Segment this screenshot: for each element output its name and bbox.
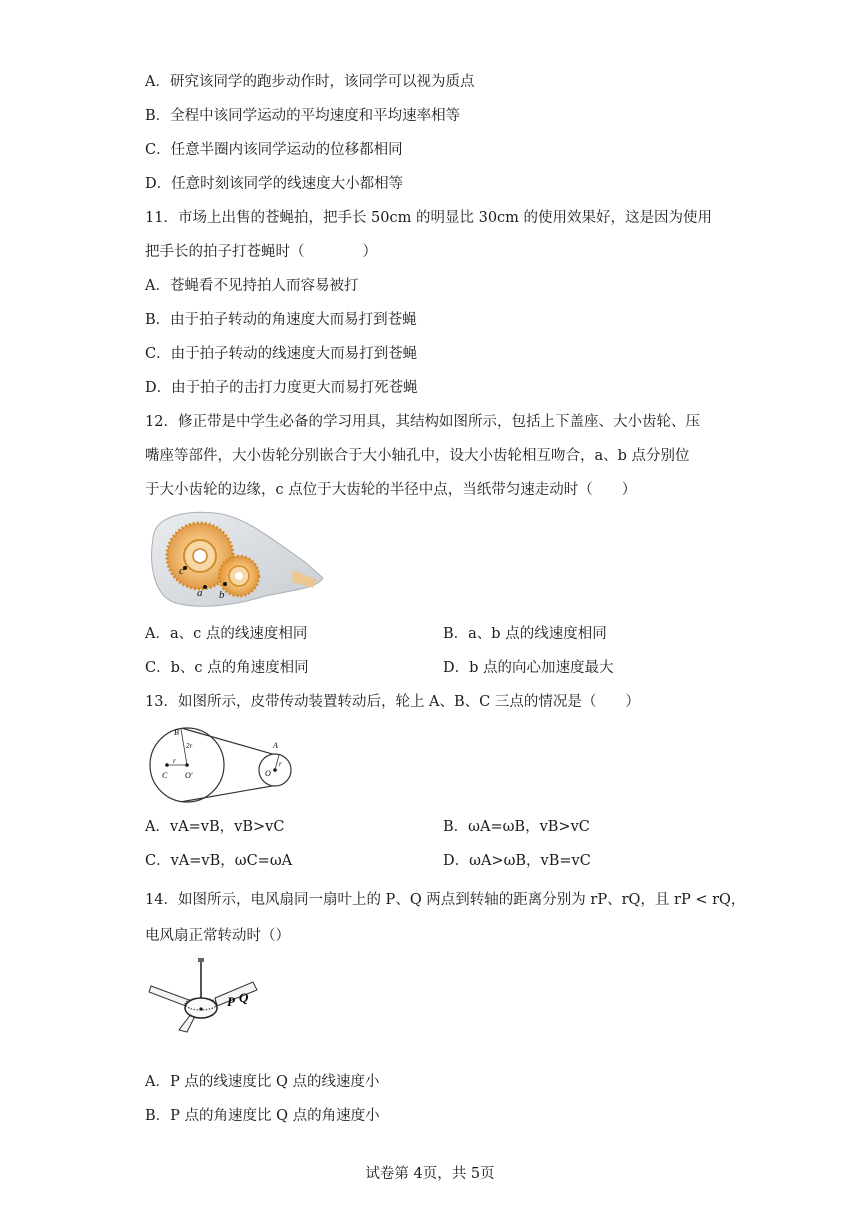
label-a: a bbox=[197, 587, 203, 599]
label-O: O bbox=[265, 769, 271, 778]
ceiling-fan-figure bbox=[145, 956, 265, 1036]
label-P: P bbox=[227, 994, 235, 1009]
label-r-wheel: r bbox=[279, 760, 282, 768]
q13-option-c: C．vA=vB，ωC=ωA bbox=[145, 853, 293, 869]
q12-option-d: D．b 点的向心加速度最大 bbox=[443, 660, 614, 676]
label-Q: Q bbox=[239, 990, 249, 1005]
label-r-small: r bbox=[173, 757, 176, 765]
q11-stem-line2: 把手长的拍子打苍蝇时（ ） bbox=[145, 244, 377, 260]
q12-option-a: A．a、c 点的线速度相同 bbox=[145, 626, 308, 642]
q11-option-b: B．由于拍子转动的角速度大而易打到苍蝇 bbox=[145, 312, 417, 328]
q14-option-a: A．P 点的线速度比 Q 点的线速度小 bbox=[145, 1074, 380, 1090]
q11-option-d: D．由于拍子的击打力度更大而易打死苍蝇 bbox=[145, 380, 418, 396]
label-b: b bbox=[219, 589, 225, 601]
q12-option-b: B．a、b 点的线速度相同 bbox=[443, 626, 607, 642]
correction-tape-figure bbox=[145, 510, 325, 614]
q13-option-d: D．ωA>ωB，vB=vC bbox=[443, 853, 591, 869]
q11-stem-line1: 11．市场上出售的苍蝇拍，把手长 50cm 的明显比 30cm 的使用效果好，这是因为使用 bbox=[145, 210, 713, 226]
q13-stem: 13．如图所示，皮带传动装置转动后，轮上 A、B、C 三点的情况是（ ） bbox=[145, 694, 640, 710]
q10-option-c: C．任意半圈内该同学运动的位移都相同 bbox=[145, 142, 403, 158]
q10-option-d: D．任意时刻该同学的线速度大小都相等 bbox=[145, 176, 404, 192]
q12-stem-line2: 嘴座等部件，大小齿轮分别嵌合于大小轴孔中，设大小齿轮相互吻合，a、b 点分别位 bbox=[145, 448, 690, 464]
q13-option-b: B．ωA=ωB，vB>vC bbox=[443, 819, 590, 835]
label-C: C bbox=[162, 771, 168, 780]
page-footer: 试卷第 4页，共 5页 bbox=[365, 1166, 495, 1182]
q11-option-a: A．苍蝇看不见持拍人而容易被打 bbox=[145, 278, 359, 294]
q10-option-b: B．全程中该同学运动的平均速度和平均速率相等 bbox=[145, 108, 461, 124]
belt-drive-figure bbox=[145, 724, 305, 806]
label-2r: 2r bbox=[186, 742, 193, 750]
label-A: A bbox=[273, 741, 278, 750]
q14-stem-line1: 14．如图所示，电风扇同一扇叶上的 P、Q 两点到转轴的距离分别为 rP、rQ，且 rP < rQ， bbox=[145, 892, 746, 908]
q14-stem-line2: 电风扇正常转动时（） bbox=[145, 928, 290, 944]
label-c: c bbox=[179, 565, 184, 577]
q12-stem-line3: 于大小齿轮的边缘，c 点位于大齿轮的半径中点，当纸带匀速走动时（ ） bbox=[145, 482, 637, 498]
q14-option-b: B．P 点的角速度比 Q 点的角速度小 bbox=[145, 1108, 380, 1124]
label-B: B bbox=[174, 728, 179, 737]
q13-option-a: A．vA=vB，vB>vC bbox=[145, 819, 285, 835]
q12-option-c: C．b、c 点的角速度相同 bbox=[145, 660, 309, 676]
q12-stem-line1: 12．修正带是中学生必备的学习用具，其结构如图所示，包括上下盖座、大小齿轮、压 bbox=[145, 414, 700, 430]
q11-option-c: C．由于拍子转动的线速度大而易打到苍蝇 bbox=[145, 346, 418, 362]
q10-option-a: A．研究该同学的跑步动作时，该同学可以视为质点 bbox=[145, 74, 475, 90]
label-O-prime: O′ bbox=[185, 771, 193, 780]
